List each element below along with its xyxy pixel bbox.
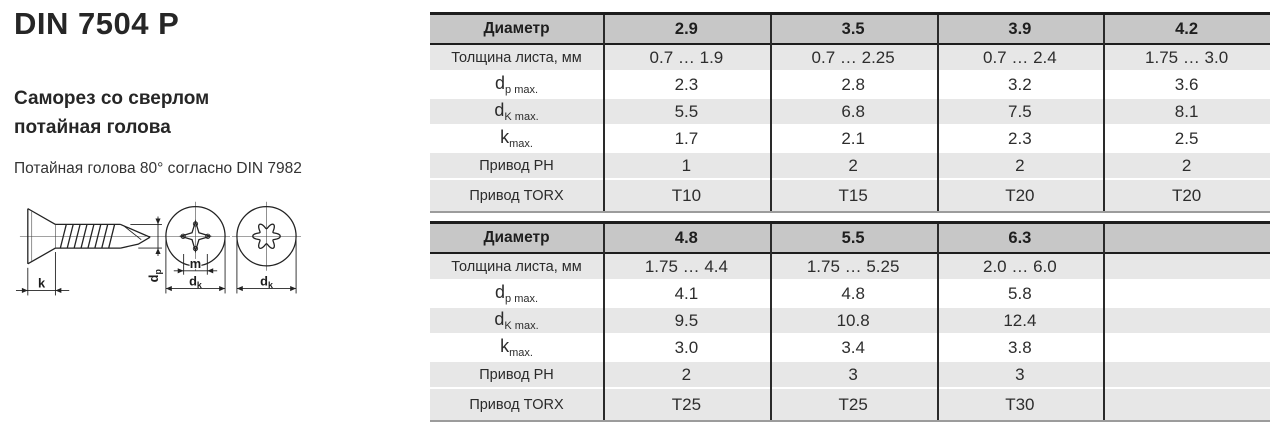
page-title: DIN 7504 P <box>14 6 180 41</box>
value-cell: 3.0 <box>674 337 699 357</box>
subtitle-line-1: Саморез со сверлом <box>14 88 210 109</box>
value-cell: 3 <box>1015 364 1025 384</box>
value-cell: 2.5 <box>1174 128 1199 148</box>
dimension-k <box>16 252 69 295</box>
dp-label-sub: p <box>152 269 163 275</box>
table-row <box>430 308 1270 333</box>
value-cell: 8.1 <box>1174 101 1199 121</box>
header-label-cell: Диаметр <box>483 229 550 246</box>
value-cell: 1.75 … 5.25 <box>806 256 900 276</box>
table-header-row <box>430 224 1270 254</box>
diameter-column-header: 4.2 <box>1175 19 1199 38</box>
standard-note: Потайная голова 80° согласно DIN 7982 <box>14 160 302 177</box>
row-label: $k_{max.}$ <box>500 336 533 359</box>
value-cell: 5.8 <box>1008 283 1032 303</box>
torx-head-view <box>232 202 301 271</box>
table-header-row <box>430 15 1270 45</box>
value-cell: T30 <box>1005 394 1035 414</box>
k-label: k <box>38 275 46 291</box>
column-separator <box>603 15 605 211</box>
row-label: Толщина листа, мм <box>451 49 582 66</box>
diameter-column-header: 3.5 <box>841 19 865 38</box>
diameter-column-header: 6.3 <box>1008 228 1032 247</box>
diameter-column-header: 2.9 <box>674 19 698 38</box>
value-cell: 1 <box>681 155 692 175</box>
row-label: $d_{K max.}$ <box>494 309 539 332</box>
value-cell: 9.5 <box>674 310 699 330</box>
technical-drawing <box>14 198 302 310</box>
value-cell: 2.0 … 6.0 <box>983 256 1057 276</box>
value-cell: 0.7 … 2.4 <box>983 47 1057 67</box>
dp-label <box>146 268 163 282</box>
dk-label-sub: k <box>196 280 202 291</box>
value-cell: 2 <box>848 155 858 175</box>
table-row <box>430 254 1270 279</box>
value-cell: T20 <box>1005 185 1035 205</box>
dp-label-main: d <box>146 274 161 283</box>
column-separator <box>937 224 939 420</box>
spec-tables <box>430 12 1270 422</box>
value-cell: 4.8 <box>841 283 865 303</box>
value-cell: 3.6 <box>1174 74 1199 94</box>
table-row <box>430 389 1270 420</box>
column-separator <box>770 15 772 211</box>
dk-label-torx <box>260 274 273 290</box>
value-cell: T15 <box>838 185 868 205</box>
row-label: $d_{p max.}$ <box>495 282 539 305</box>
value-cell: 4.1 <box>674 283 699 303</box>
value-cell: 1.75 … 4.4 <box>644 256 728 276</box>
column-separator <box>1103 15 1105 211</box>
value-cell: 2.1 <box>841 128 865 148</box>
screw-drawing-svg <box>14 198 302 310</box>
table-row <box>430 99 1270 124</box>
table-row <box>430 45 1270 70</box>
dk-label-main: d <box>260 273 268 289</box>
value-cell: 1.7 <box>674 128 699 148</box>
value-cell: 3.8 <box>1008 337 1032 357</box>
diameter-column-header: 5.5 <box>841 228 865 247</box>
row-label: $k_{max.}$ <box>500 127 533 150</box>
value-cell: 3 <box>848 364 858 384</box>
dimension-m <box>174 254 217 275</box>
table-row <box>430 153 1270 178</box>
table-row <box>430 180 1270 211</box>
table-row <box>430 281 1270 306</box>
header-label-cell: Диаметр <box>483 20 550 37</box>
m-label: m <box>189 255 202 271</box>
dk-label-phillips <box>189 274 202 290</box>
value-cell: 12.4 <box>1003 310 1037 330</box>
diameter-column-header: 4.8 <box>674 228 698 247</box>
dimension-dp <box>130 217 163 283</box>
table-row <box>430 362 1270 387</box>
row-label: Привод PH <box>479 366 554 383</box>
value-cell: 3.2 <box>1008 74 1032 94</box>
row-label: Привод TORX <box>469 187 564 204</box>
spec-table-1 <box>430 12 1270 213</box>
value-cell: 7.5 <box>1008 101 1032 121</box>
dk-label-main: d <box>189 273 197 289</box>
value-cell: 2.3 <box>1008 128 1032 148</box>
column-separator <box>603 224 605 420</box>
value-cell: T20 <box>1171 185 1202 205</box>
value-cell: 3.4 <box>841 337 865 357</box>
subtitle-line-2: потайная голова <box>14 117 171 138</box>
value-cell: 6.8 <box>841 101 865 121</box>
row-label: $d_{p max.}$ <box>495 73 539 96</box>
value-cell: 2.8 <box>841 74 865 94</box>
column-separator <box>1103 224 1105 420</box>
value-cell: 2 <box>1015 155 1025 175</box>
value-cell: 2 <box>681 364 692 384</box>
value-cell: 5.5 <box>674 101 699 121</box>
value-cell: 0.7 … 1.9 <box>649 47 724 67</box>
product-subtitle <box>14 84 209 142</box>
value-cell: 10.8 <box>836 310 870 330</box>
column-separator <box>770 224 772 420</box>
row-label: Привод TORX <box>469 396 564 413</box>
value-cell: T10 <box>671 185 702 205</box>
table-row <box>430 335 1270 360</box>
value-cell: 2.3 <box>674 74 699 94</box>
row-label: Толщина листа, мм <box>451 258 582 275</box>
spec-table-2 <box>430 221 1270 422</box>
dk-label-sub: k <box>267 280 273 291</box>
value-cell: 2 <box>1181 155 1192 175</box>
value-cell: 1.75 … 3.0 <box>1145 47 1229 67</box>
value-cell: T25 <box>671 394 702 414</box>
table-row <box>430 126 1270 151</box>
value-cell: 0.7 … 2.25 <box>811 47 895 67</box>
row-label: Привод PH <box>479 157 554 174</box>
row-label: $d_{K max.}$ <box>494 100 539 123</box>
column-separator <box>937 15 939 211</box>
table-row <box>430 72 1270 97</box>
diameter-column-header: 3.9 <box>1008 19 1032 38</box>
value-cell: T25 <box>838 394 868 414</box>
